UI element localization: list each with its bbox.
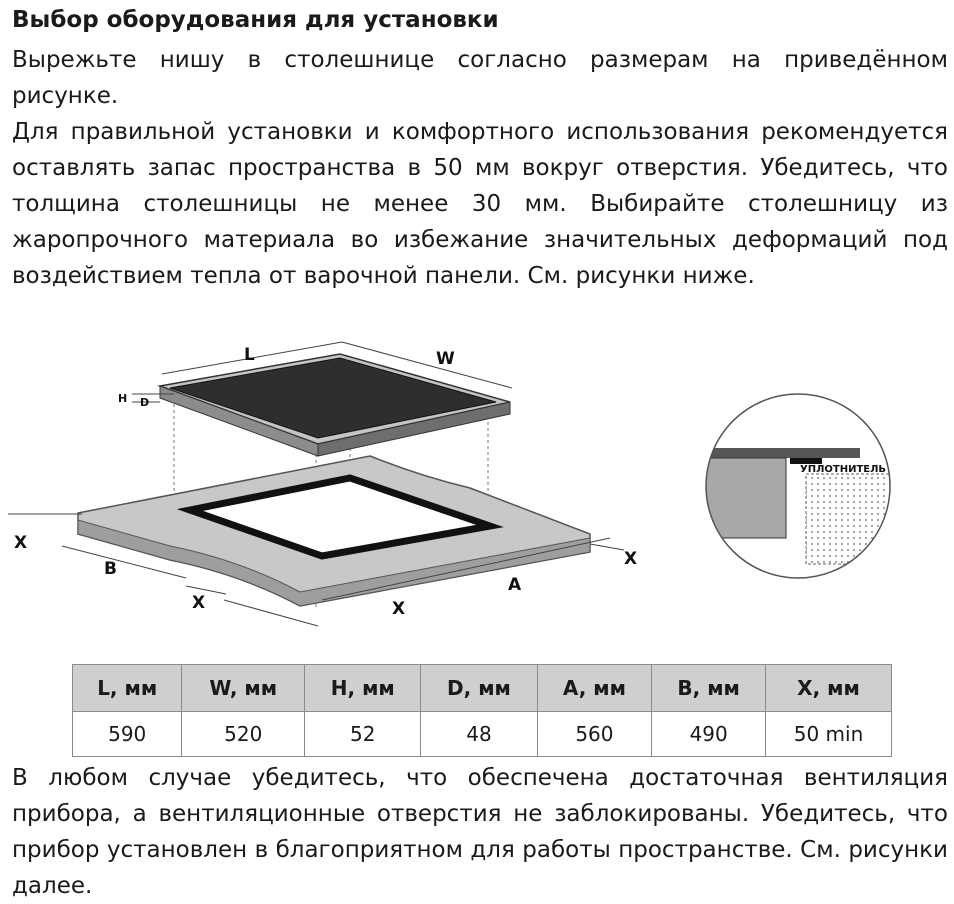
label-B: B bbox=[104, 559, 117, 579]
column-header: X, мм bbox=[766, 665, 892, 712]
label-W: W bbox=[436, 349, 455, 369]
table-cell: 50 min bbox=[766, 712, 892, 757]
column-header: D, мм bbox=[421, 665, 537, 712]
label-H: H bbox=[118, 392, 128, 405]
table-cell: 48 bbox=[421, 712, 537, 757]
table-cell: 520 bbox=[182, 712, 305, 757]
column-header: A, мм bbox=[537, 665, 652, 712]
label-X-front: X bbox=[392, 599, 406, 619]
page-heading: Выбор оборудования для установки bbox=[12, 7, 499, 33]
label-D: D bbox=[140, 396, 150, 409]
label-A: A bbox=[508, 575, 522, 595]
table-cell: 560 bbox=[537, 712, 652, 757]
table-row bbox=[73, 712, 892, 757]
seal-label: УПЛОТНИТЕЛЬ bbox=[800, 464, 887, 475]
label-X-front-left: X bbox=[192, 593, 206, 613]
table-cell: 490 bbox=[652, 712, 766, 757]
column-header: L, мм bbox=[73, 665, 182, 712]
column-header: W, мм bbox=[182, 665, 305, 712]
column-header: H, мм bbox=[305, 665, 421, 712]
paragraph-cutout: Вырежьте нишу в столешнице согласно размерам на приведённом рисунке. bbox=[12, 47, 948, 109]
cooktop bbox=[160, 354, 510, 456]
label-X-right: X bbox=[624, 549, 638, 569]
column-header: B, мм bbox=[652, 665, 766, 712]
dimensions-table bbox=[72, 664, 892, 757]
label-X-left: X bbox=[14, 533, 28, 553]
table-cell: 52 bbox=[305, 712, 421, 757]
paragraph-ventilation: В любом случае убедитесь, что обеспечена достаточная вентиляция прибора, а вентиляционные отверстия не заблокированы. Убедитесь, что прибор установлен в благоприятном для работы пространстве. См. рисунки далее. bbox=[12, 765, 948, 899]
paragraph-recommendations: Для правильной установки и комфортного использования рекомендуется оставлять запас пространства в 50 мм вокруг отверстия. Убедитесь, что толщина столешницы не менее 30 мм. Выбирайте столешницу из жаропрочного материала во избежание значительных деформаций под воздействием тепла от варочной панели. См. рисунки ниже. bbox=[12, 119, 948, 289]
table-cell: 590 bbox=[73, 712, 182, 757]
installation-figure bbox=[0, 338, 954, 658]
seal-detail bbox=[700, 394, 900, 584]
installation-diagram bbox=[0, 338, 954, 658]
label-L: L bbox=[244, 345, 255, 365]
table-header-row bbox=[73, 665, 892, 712]
